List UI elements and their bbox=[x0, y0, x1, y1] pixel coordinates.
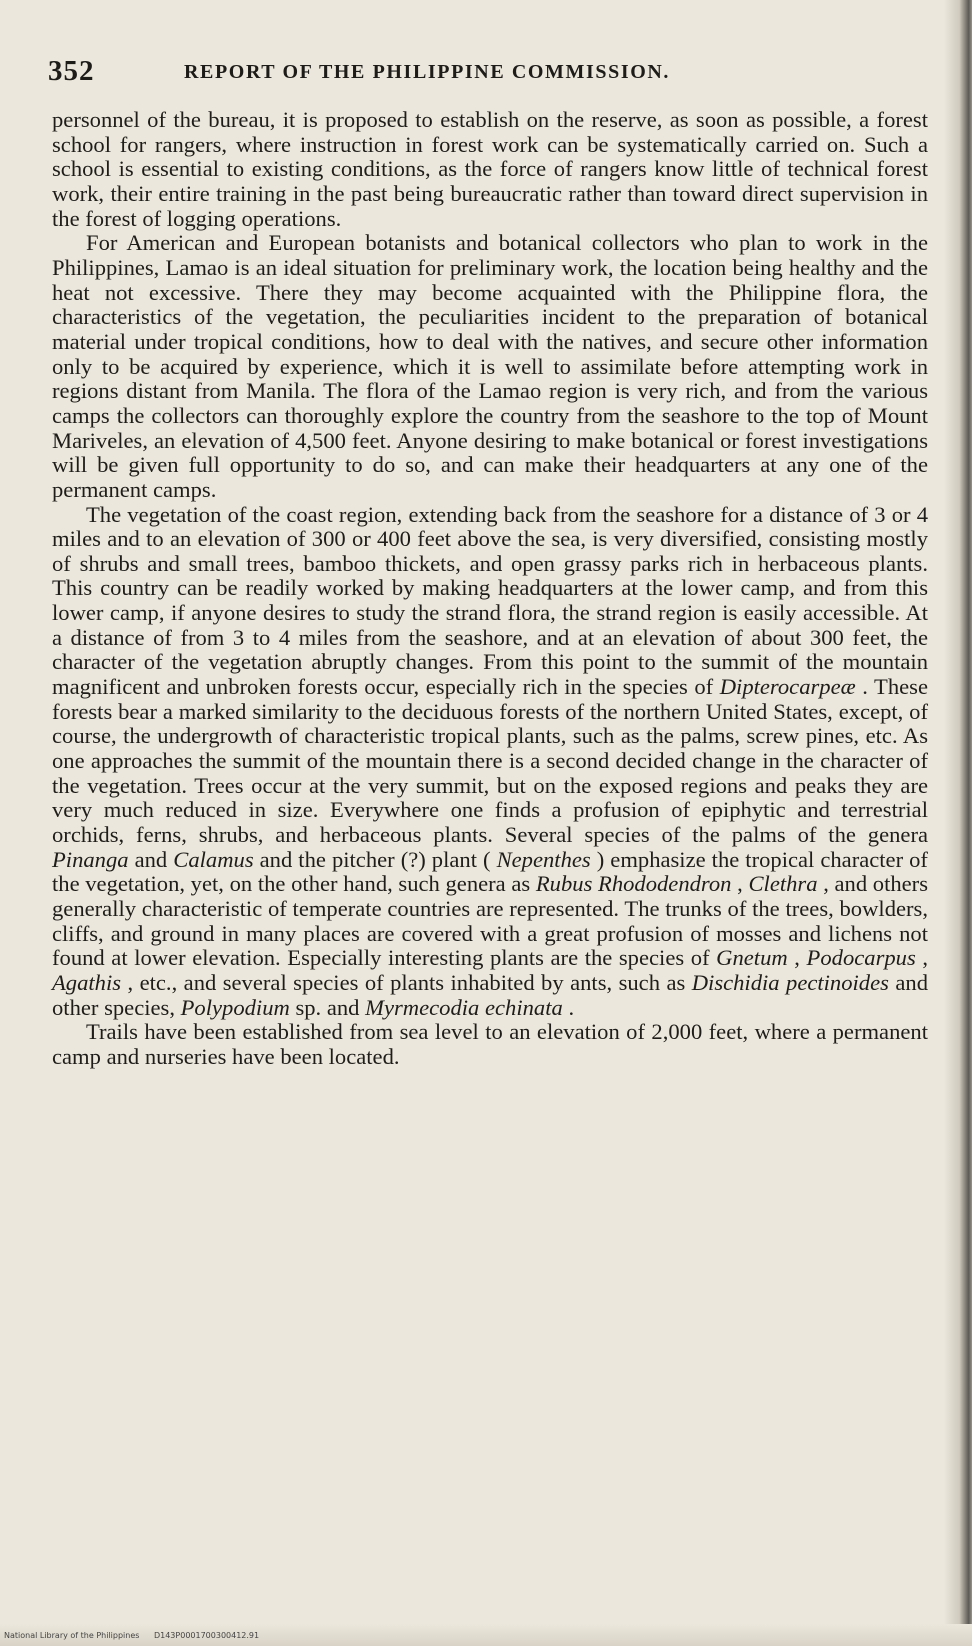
taxon-name: Agathis bbox=[52, 969, 122, 995]
taxon-name: Rubus Rhododendron bbox=[535, 871, 732, 897]
taxon-name: Dipterocarpeæ bbox=[719, 674, 856, 700]
page-number: 352 bbox=[48, 55, 95, 87]
scan-footer bbox=[4, 1631, 271, 1640]
body-text bbox=[52, 108, 928, 1070]
text-run: , bbox=[922, 945, 928, 971]
running-head: REPORT OF THE PHILIPPINE COMMISSION. bbox=[184, 61, 671, 83]
text-run: Trees occur at the very summit, but on the exposed regions and peaks they are very much reduced in size. bbox=[52, 772, 928, 823]
text-run: , bbox=[794, 945, 807, 971]
text-run: From this point to the summit of the mountain magnificent and unbroken forests occur, especially rich in the species of bbox=[52, 649, 928, 700]
text-run: Trails have been established from sea level to an elevation of 2,000 feet, where a permanent camp and nurseries have been located. bbox=[52, 1019, 928, 1069]
text-run: , etc., and several species of plants inhabited by ants, such as bbox=[127, 969, 692, 995]
paragraph-3 bbox=[52, 503, 928, 1021]
text-run: and bbox=[134, 846, 174, 872]
taxon-name: Calamus bbox=[173, 846, 254, 872]
taxon-name: Gnetum bbox=[716, 945, 788, 971]
page-header bbox=[48, 55, 918, 95]
taxon-name: Myrmecodia echinata bbox=[365, 994, 563, 1020]
text-run: At a distance of from 3 to 4 miles from the seashore, and at an elevation of about 300 feet, the character of the vegetation abruptly changes. bbox=[52, 600, 928, 675]
taxon-name: Podocarpus bbox=[806, 945, 916, 971]
text-run: ) emphasize the tropical character of the vegetation, yet, on the other hand, such genera as bbox=[52, 846, 928, 897]
text-run: and other species, bbox=[52, 969, 928, 1020]
text-run: . These forests bear a marked similarity to the deciduous forests of the northern United States, except, of course, the undergrowth of characteristic tropical plants, such as the palms, screw pines, etc. bbox=[52, 674, 928, 749]
text-run: , and others generally characteristic of temperate countries are represented. bbox=[52, 871, 928, 921]
taxon-name: Nepenthes bbox=[496, 846, 591, 872]
text-run: This country can be readily worked by making headquarters at the lower camp, and from this lower camp, if anyone desires to study the strand flora, the strand region is easily accessible. bbox=[52, 575, 928, 626]
text-run: and the pitcher (?) plant ( bbox=[259, 846, 491, 872]
library-credit: National Library of the Philippines bbox=[4, 1631, 140, 1640]
text-run: Several species of the palms of the genera bbox=[504, 822, 928, 848]
text-run: Everywhere one finds a profusion of epiphytic and terrestrial orchids, ferns, shrubs, and herbaceous plants. bbox=[52, 797, 928, 848]
paragraph-4 bbox=[52, 1020, 928, 1069]
taxon-name: Dischidia pectinoides bbox=[691, 969, 889, 995]
text-run: Especially interesting plants are the species of bbox=[287, 945, 717, 971]
text-run: The trunks of the trees, bowlders, cliffs, and ground in many places are covered with a great profusion of mosses and lichens not found at lower elevation. bbox=[52, 896, 928, 971]
text-run: Such a school is essential to existing conditions, as the force of rangers know little of technical forest work, their entire training in the past being bureaucratic rather than toward direct supervision in the forest of logging operations. bbox=[52, 131, 928, 231]
text-run: . bbox=[568, 994, 575, 1020]
text-run: , bbox=[737, 871, 749, 897]
text-run: personnel of the bureau, it is proposed to establish on the reserve, as soon as possible, a forest school for rangers, where instruction in forest work can be systematically carried on. bbox=[52, 107, 928, 157]
paragraph-2 bbox=[52, 231, 928, 502]
binding-shadow bbox=[944, 0, 972, 1646]
taxon-name: Polypodium bbox=[180, 994, 290, 1020]
paragraph-1 bbox=[52, 108, 928, 231]
text-run: There they may become acquainted with the Philippine flora, the characteristics of the vegetation, the peculiarities incident to the preparation of botanical material under tropical conditions, how to deal with the natives, and secure other information only to be acquired by experience, which it is well to assimilate before attempting work in regions distant from Manila. bbox=[52, 279, 928, 404]
text-run: The vegetation of the coast region, extending back from the seashore for a distance of 3 or 4 miles and to an elevation of 300 or 400 feet above the sea, is very diversified, consisting mostly of shrubs and small trees, bamboo thickets, and open grassy parks rich in herbaceous plants. bbox=[52, 501, 928, 576]
text-run: sp. and bbox=[295, 994, 366, 1020]
scan-code: D143P0001700300412.91 bbox=[153, 1631, 260, 1640]
text-run: As one approaches the summit of the mountain there is a second decided change in the character of the vegetation. bbox=[52, 723, 928, 798]
text-run: The flora of the Lamao region is very rich, and from the various camps the collectors can thoroughly explore the country from the seashore to the top of Mount Mariveles, an elevation of 4,500 feet. bbox=[52, 378, 929, 453]
text-run: For American and European botanists and botanical collectors who plan to work in the Philippines, Lamao is an ideal situation for preliminary work, the location being healthy and the heat not excessive. bbox=[52, 230, 928, 305]
taxon-name: Clethra bbox=[748, 871, 818, 897]
text-run: Anyone desiring to make botanical or forest investigations will be given full opportunity to do so, and can make their headquarters at any one of the permanent camps. bbox=[52, 427, 928, 502]
taxon-name: Pinanga bbox=[52, 846, 129, 872]
